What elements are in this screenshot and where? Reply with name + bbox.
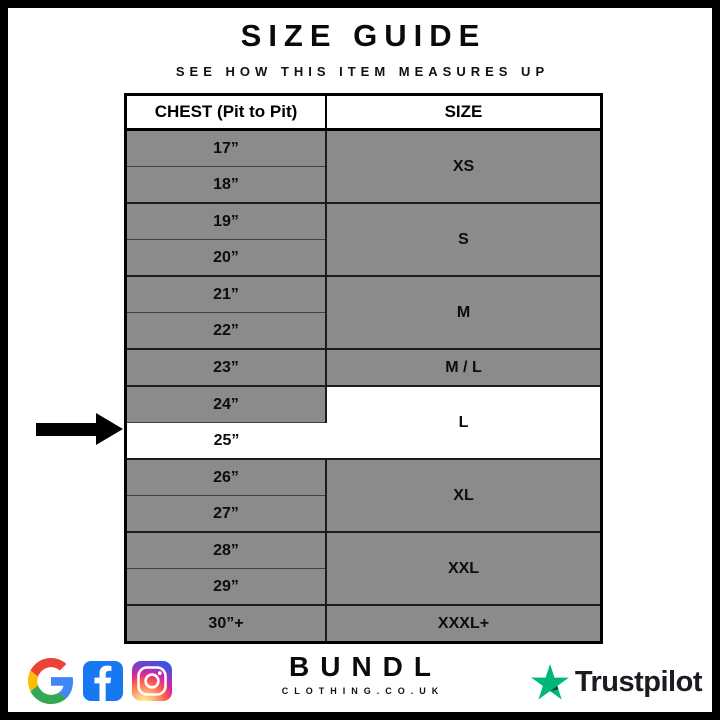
size-table-body	[126, 130, 602, 643]
chest-cell: 17”	[126, 130, 327, 167]
size-cell: XXL	[326, 532, 602, 605]
table-row	[126, 532, 602, 569]
table-row	[126, 203, 602, 240]
arrow-head	[96, 413, 123, 445]
chest-cell: 23”	[126, 349, 327, 386]
current-size-arrow-icon	[36, 413, 123, 445]
chest-cell: 21”	[126, 276, 327, 313]
trustpilot-logo	[531, 664, 702, 700]
trustpilot-label: Trustpilot	[574, 665, 702, 698]
chest-cell: 19”	[126, 203, 327, 240]
size-cell: XL	[326, 459, 602, 532]
size-cell: XXXL+	[326, 605, 602, 643]
chest-cell: 18”	[126, 167, 327, 204]
table-row	[126, 459, 602, 496]
page-title: SIZE GUIDE	[240, 18, 487, 53]
size-cell: S	[326, 203, 602, 276]
size-cell: M / L	[326, 349, 602, 386]
chest-cell: 22”	[126, 313, 327, 350]
chest-cell: 24”	[126, 386, 327, 423]
size-cell: XS	[326, 130, 602, 204]
brand-name: BUNDL	[289, 651, 442, 683]
trustpilot-star-icon	[531, 664, 569, 700]
page-subtitle: SEE HOW THIS ITEM MEASURES UP	[175, 64, 550, 79]
table-header-row	[126, 95, 602, 130]
size-cell: L	[326, 386, 602, 459]
table-row	[126, 605, 602, 643]
chest-cell: 25”	[126, 423, 327, 460]
column-header-size: SIZE	[326, 95, 602, 130]
arrow-shaft	[36, 423, 96, 436]
size-table	[124, 93, 603, 644]
chest-cell: 29”	[126, 569, 327, 606]
table-row	[126, 130, 602, 167]
table-row	[126, 386, 602, 423]
brand-domain: CLOTHING.CO.UK	[281, 686, 445, 696]
table-row	[126, 276, 602, 313]
chest-cell: 28”	[126, 532, 327, 569]
size-cell: M	[326, 276, 602, 349]
column-header-chest: CHEST (Pit to Pit)	[126, 95, 327, 130]
chest-cell: 27”	[126, 496, 327, 533]
chest-cell: 20”	[126, 240, 327, 277]
table-row	[126, 349, 602, 386]
chest-cell: 30”+	[126, 605, 327, 643]
chest-cell: 26”	[126, 459, 327, 496]
